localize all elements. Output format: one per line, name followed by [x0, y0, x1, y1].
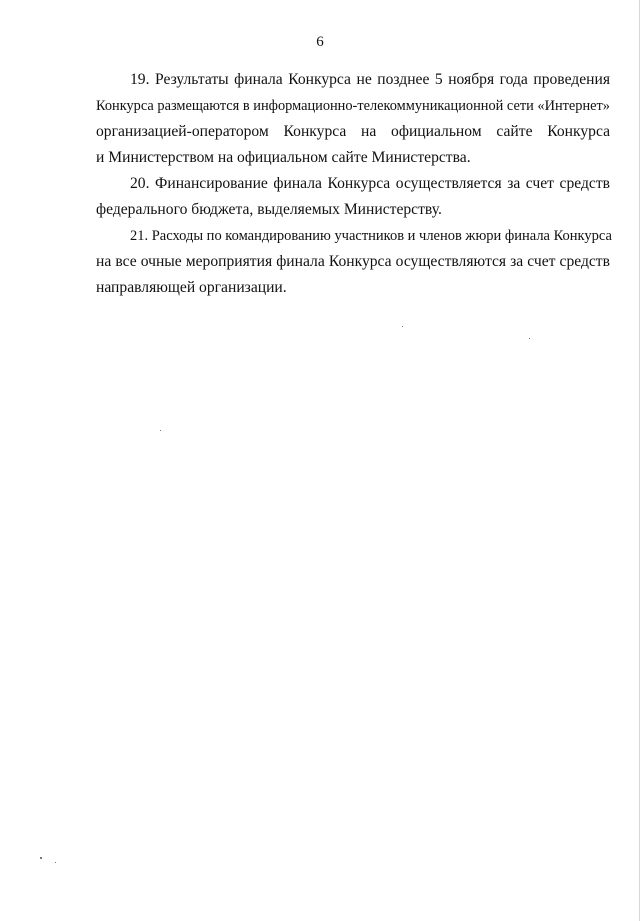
paragraph-20: [62, 171, 610, 223]
page-number: 6: [316, 34, 324, 50]
text-line: направляющей организации.: [96, 279, 287, 296]
paragraph-19: [62, 67, 610, 171]
text-line: 19. Результаты финала Конкурса не позднее 5 ноября года проведения: [130, 71, 610, 88]
text-line: федерального бюджета, выделяемых Министерству.: [96, 201, 442, 218]
document-body: [62, 67, 610, 301]
scan-speck: [402, 326, 403, 327]
paragraph-21: [62, 223, 610, 301]
text-line: 20. Финансирование финала Конкурса осуществляется за счет средств: [130, 175, 610, 192]
text-line: на все очные мероприятия финала Конкурса осуществляются за счет средств: [96, 253, 610, 270]
scan-speck: [529, 338, 530, 339]
scan-speck: [160, 430, 161, 431]
text-line: 21. Расходы по командированию участников и членов жюри финала Конкурса: [130, 228, 612, 244]
scan-speck: [40, 857, 42, 859]
text-line: организацией-оператором Конкурса на официальном сайте Конкурса: [96, 123, 610, 140]
text-line: и Министерством на официальном сайте Министерства.: [96, 149, 471, 166]
scan-speck: [55, 862, 56, 863]
text-line: Конкурса размещаются в информационно-телекоммуникационной сети «Интернет»: [96, 98, 610, 114]
